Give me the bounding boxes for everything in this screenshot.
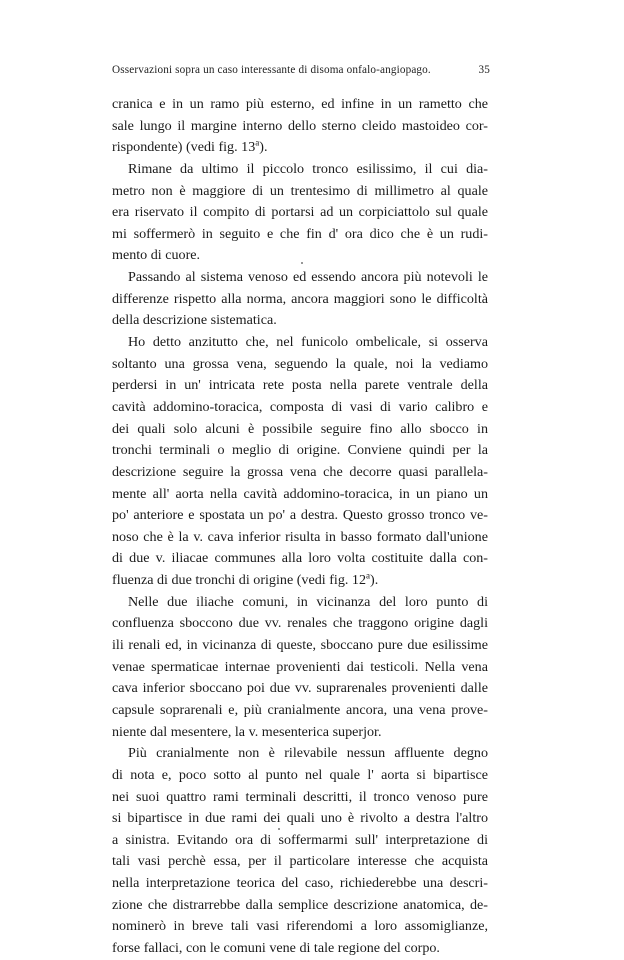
ink-speck bbox=[301, 262, 303, 264]
paragraph bbox=[112, 267, 488, 332]
text-line: della descrizione sistematica. bbox=[112, 312, 277, 329]
text-line: mi soffermerò in seguito e che fin d' ora dico che è un rudi- bbox=[112, 225, 488, 242]
text-line: sale lungo il margine interno dello sterno cleido mastoideo cor- bbox=[112, 117, 488, 134]
text-line: mente all' aorta nella cavità addomino-toracica, in un piano un bbox=[112, 485, 488, 502]
paragraph bbox=[112, 332, 488, 592]
text-line: nominerò in breve tali vasi riferendomi a loro assomiglianze, bbox=[112, 918, 488, 935]
text-line: mento di cuore. bbox=[112, 247, 201, 264]
text-line: a sinistra. Evitando ora di soffermarmi sull' interpretazione di bbox=[112, 831, 488, 848]
text-line: noso che è la v. cava inferior risulta in basso formato dall'unione bbox=[112, 528, 488, 545]
text-line: descrizione seguire la grossa vena che decorre quasi parallela- bbox=[112, 463, 488, 480]
text-line: Passando al sistema venoso ed essendo ancora più notevoli le bbox=[128, 269, 488, 286]
text-line: fluenza di due tronchi di origine (vedi fig. 12$^a$). bbox=[112, 570, 379, 589]
text-line: niente dal mesentere, la v. mesenterica superjor. bbox=[112, 723, 382, 740]
text-line: tali vasi perchè essa, per il particolare interesse che acquista bbox=[112, 853, 488, 870]
text-line: tronchi terminali o meglio di origine. Conviene quindi per la bbox=[112, 442, 488, 459]
text-line: differenze rispetto alla norma, ancora maggiori sono le difficoltà bbox=[112, 290, 488, 307]
text-line: cava inferior sboccano poi due vv. suprarenales provenienti dalle bbox=[112, 680, 488, 697]
body-text bbox=[112, 94, 488, 960]
running-header bbox=[112, 64, 490, 82]
text-line: capsule soprarenali e, più cranialmente ancora, una vena prove- bbox=[112, 701, 488, 718]
text-line: confluenza sboccono due vv. renales che traggono origine dagli bbox=[112, 615, 488, 632]
page-number: 35 bbox=[478, 64, 490, 76]
text-line: cranica e in un ramo più esterno, ed infine in un rametto che bbox=[112, 96, 488, 112]
text-line: metro non è maggiore di un trentesimo di millimetro al quale bbox=[112, 182, 488, 199]
text-line: Nelle due iliache comuni, in vicinanza del loro punto di bbox=[128, 593, 488, 610]
text-line: dei quali solo alcuni è possibile seguire fino allo sbocco in bbox=[112, 420, 488, 437]
text-line: forse fallaci, con le comuni vene di tale regione del corpo. bbox=[112, 939, 440, 956]
paragraph bbox=[112, 159, 488, 267]
figure-superscript: a bbox=[366, 570, 371, 581]
header-title: Osservazioni sopra un caso interessante di disoma onfalo-angiopago. bbox=[112, 64, 431, 76]
text-line: nella interpretazione teorica del caso, richiederebbe una descri- bbox=[112, 875, 488, 892]
text-line: ili renali ed, in vicinanza di queste, sboccano pure due esilissime bbox=[112, 637, 488, 654]
paragraph bbox=[112, 94, 488, 159]
text-line: po' anteriore e spostata un po' a destra. Questo grosso tronco ve- bbox=[112, 507, 488, 524]
text-line: Rimane da ultimo il piccolo tronco esilissimo, il cui dia- bbox=[128, 160, 488, 177]
text-line: nei suoi quattro rami terminali descritti, il tronco venoso pure bbox=[112, 788, 488, 805]
text-line: di due v. iliacae communes alla loro volta costituite dalla con- bbox=[112, 550, 488, 567]
text-line: venae spermaticae internae provenienti dai testicoli. Nella vena bbox=[112, 658, 488, 675]
text-line: di nota e, poco sotto al punto nel quale l' aorta si bipartisce bbox=[112, 766, 488, 783]
ink-speck bbox=[278, 828, 280, 830]
text-line: si bipartisce in due rami dei quali uno è rivolto a destra l'altro bbox=[112, 810, 488, 827]
text-line: soltanto una grossa vena, seguendo la quale, noi la vediamo bbox=[112, 355, 488, 372]
text-line: rispondente) (vedi fig. 13$^a$). bbox=[112, 137, 268, 156]
text-line: era riservato il compito di portarsi ad un corpiciattolo sul quale bbox=[112, 204, 488, 221]
text-line: Più cranialmente non è rilevabile nessun affluente degno bbox=[128, 745, 488, 762]
paragraph bbox=[112, 743, 488, 959]
text-line: perdersi in un' intricata rete posta nella parete ventrale della bbox=[112, 377, 488, 394]
text-line: Ho detto anzitutto che, nel funicolo ombelicale, si osserva bbox=[128, 334, 488, 351]
text-line: cavità addomino-toracica, composta di vasi di vario calibro e bbox=[112, 398, 488, 415]
text-line: zione che distrarrebbe dalla semplice descrizione anatomica, de- bbox=[112, 896, 488, 913]
paragraph bbox=[112, 592, 488, 743]
figure-superscript: a bbox=[255, 137, 260, 148]
